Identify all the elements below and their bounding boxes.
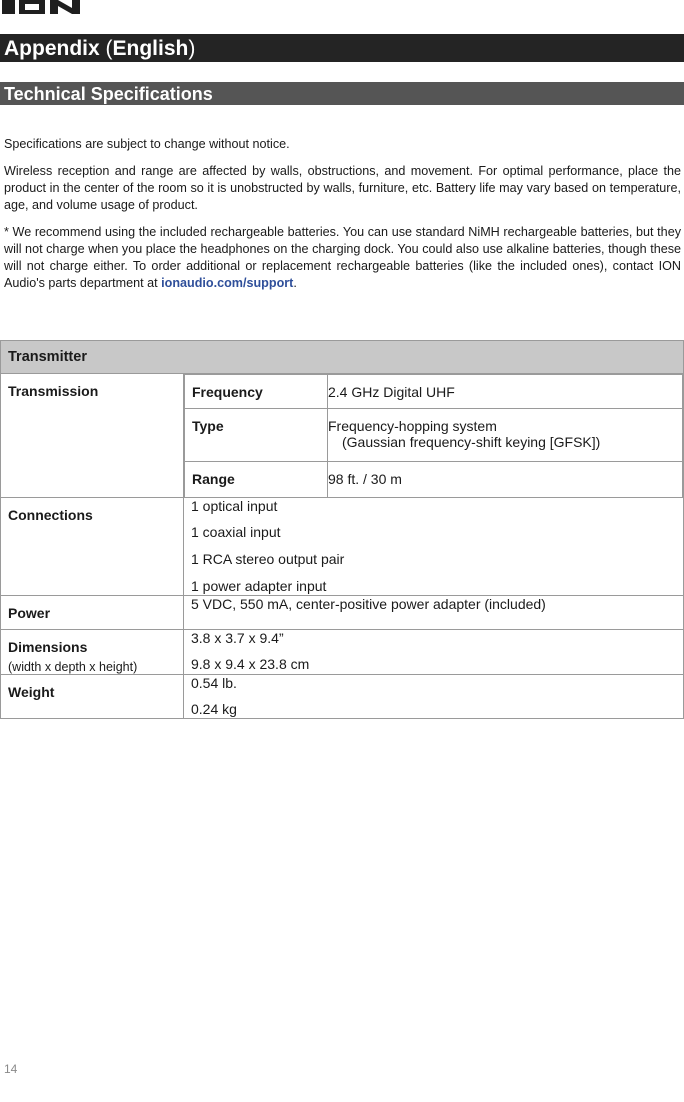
table-header-row: [1, 341, 684, 374]
table-row: [1, 595, 684, 629]
weight-metric: 0.24 kg: [191, 701, 237, 718]
table-row: [1, 629, 684, 674]
power-value: 5 VDC, 550 mA, center-positive power adapter (included): [184, 595, 684, 629]
table-row: [1, 374, 684, 498]
type-value: [328, 409, 683, 462]
dimension-metric: 9.8 x 9.4 x 23.8 cm: [191, 656, 310, 673]
dimensions-values: [184, 629, 684, 674]
paren-open: (: [105, 37, 113, 60]
intro-section: [4, 136, 681, 302]
table-row: [185, 462, 683, 497]
appendix-title: Appendix: [4, 37, 106, 60]
range-label: Range: [185, 462, 328, 497]
table-row: [1, 674, 684, 719]
table-row: [185, 375, 683, 409]
table-row: [1, 497, 684, 595]
transmitter-header: Transmitter: [1, 341, 684, 374]
appendix-language: English: [112, 37, 189, 60]
dimension-imperial: 3.8 x 3.7 x 9.4”: [191, 629, 284, 646]
connection-item: 1 RCA stereo output pair: [191, 550, 345, 567]
type-label: Type: [185, 409, 328, 462]
dimensions-label: [1, 629, 184, 674]
range-value: 98 ft. / 30 m: [328, 462, 683, 497]
battery-text-end: .: [293, 276, 297, 290]
transmission-details: [184, 374, 684, 498]
connections-label: Connections: [1, 497, 184, 595]
weight-imperial: 0.54 lb.: [191, 674, 237, 691]
wireless-paragraph: Wireless reception and range are affected by walls, obstructions, and movement. For optimal performance, place the product in the center of the room so it is unobstructed by walls, furniture, etc. Battery life may vary based on temperature, age, and volume usage of product.: [4, 164, 681, 212]
power-label: Power: [1, 595, 184, 629]
weight-label: Weight: [1, 674, 184, 719]
type-value-line1: Frequency-hopping system: [328, 418, 497, 434]
dimensions-title: Dimensions: [8, 638, 88, 655]
appendix-heading: [0, 34, 684, 62]
connection-item: 1 coaxial input: [191, 524, 281, 541]
dimensions-sublabel: (width x depth x height): [8, 659, 138, 674]
spec-table: [0, 340, 684, 719]
weight-values: [184, 674, 684, 719]
battery-paragraph: [4, 224, 681, 292]
type-value-line2: (Gaussian frequency-shift keying [GFSK]): [342, 434, 601, 450]
transmission-subtable: [184, 374, 683, 497]
support-link[interactable]: ionaudio.com/support: [161, 276, 294, 290]
connection-item: 1 power adapter input: [191, 577, 327, 594]
connections-values: [184, 497, 684, 595]
technical-specifications-heading: Technical Specifications: [0, 82, 684, 105]
battery-text: * We recommend using the included rechargeable batteries. You can use standard NiMH rechargeable batteries, but they will not charge when you place the headphones on the charging dock. You could also use alkaline batteries, though these will not charge either. To order additional or replacement rechargeable batteries (like the included ones), contact ION Audio's parts department at: [4, 225, 681, 290]
notice-paragraph: Specifications are subject to change without notice.: [4, 137, 290, 151]
transmission-label: Transmission: [1, 374, 184, 498]
table-row: [185, 409, 683, 462]
ion-logo: [2, 0, 80, 16]
page-number: 14: [4, 1062, 18, 1076]
frequency-value: 2.4 GHz Digital UHF: [328, 375, 683, 409]
frequency-label: Frequency: [185, 375, 328, 409]
connection-item: 1 optical input: [191, 497, 278, 514]
paren-close: ): [188, 37, 196, 60]
